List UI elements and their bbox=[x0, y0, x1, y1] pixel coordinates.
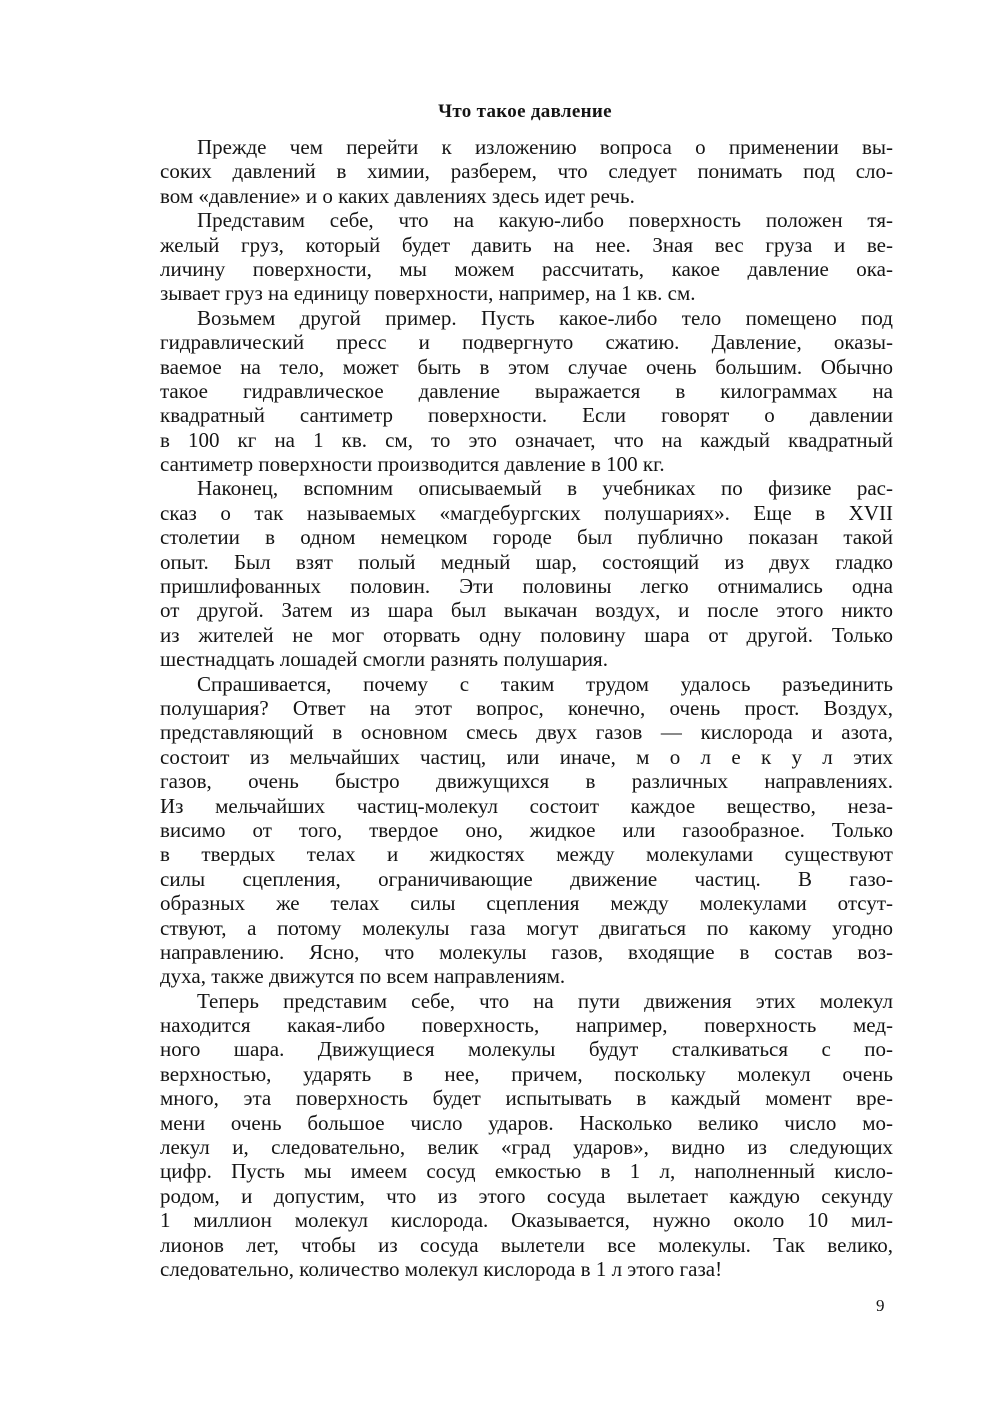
text-line: из жителей не мог оторвать одну половину шара от другой. Только bbox=[160, 622, 893, 647]
text-line: 1 миллион молекул кислорода. Оказывается, нужно около 10 мил- bbox=[160, 1208, 893, 1233]
text-line: квадратный сантиметр поверхности. Если говорят о давлении bbox=[160, 403, 893, 428]
text-line: полушария? Ответ на этот вопрос, конечно, очень прост. Воздух, bbox=[160, 695, 893, 720]
text-line: Наконец, вспомним описываемый в учебниках по физике рас- bbox=[197, 476, 893, 501]
text-line: ного шара. Движущиеся молекулы будут сталкиваться с по- bbox=[160, 1037, 893, 1062]
text-line: сантиметр поверхности производится давление в 100 кг. bbox=[160, 452, 665, 477]
text-line: Возьмем другой пример. Пусть какое-либо тело помещено под bbox=[197, 305, 893, 330]
text-line: Прежде чем перейти к изложению вопроса о применении вы- bbox=[197, 135, 893, 159]
text-line: Представим себе, что на какую-либо поверхность положен тя- bbox=[197, 208, 893, 233]
text-line: представляющий в основном смесь двух газов — кислорода и азота, bbox=[160, 720, 893, 745]
text-line: вом «давление» и о каких давлениях здесь идет речь. bbox=[160, 183, 635, 208]
text-line: ствуют, а потому молекулы газа могут двигаться по какому угодно bbox=[160, 915, 893, 940]
paragraph bbox=[160, 135, 893, 208]
text-line: столетии в одном немецком городе был публично показан такой bbox=[160, 525, 893, 550]
text-line: образных же телах силы сцепления между молекулами отсут- bbox=[160, 891, 893, 916]
text-line: направлению. Ясно, что молекулы газов, входящие в состав воз- bbox=[160, 939, 893, 964]
text-line: мени очень большое число ударов. Насколько велико число мо- bbox=[160, 1110, 893, 1135]
text-line: Из мельчайших частиц-молекул состоит каждое вещество, неза- bbox=[160, 793, 893, 818]
text-line: пришлифованных половин. Эти половины легко отнимались одна bbox=[160, 574, 893, 599]
text-line: лионов лет, чтобы из сосуда вылетели все молекулы. Так велико, bbox=[160, 1232, 893, 1257]
text-line: верхностью, ударять в нее, причем, поскольку молекул очень bbox=[160, 1061, 893, 1086]
text-line: желый груз, который будет давить на нее. Зная вес груза и ве- bbox=[160, 232, 893, 257]
text-line: родом, и допустим, что из этого сосуда вылетает каждую секунду bbox=[160, 1183, 893, 1208]
text-line: находится какая-либо поверхность, например, поверхность мед- bbox=[160, 1013, 893, 1038]
text-line: Спрашивается, почему с таким трудом удалось разъединить bbox=[197, 671, 893, 696]
text-line: ваемое на тело, может быть в этом случае очень большим. Обычно bbox=[160, 354, 893, 379]
text-line: гидравлический пресс и подвергнуто сжатию. Давление, оказы- bbox=[160, 330, 893, 355]
text-line: цифр. Пусть мы имеем сосуд емкостью в 1 л, наполненный кисло- bbox=[160, 1159, 893, 1184]
text-line: такое гидравлическое давление выражается в килограммах на bbox=[160, 378, 893, 403]
text-line: в твердых телах и жидкостях между молекулами существуют bbox=[160, 842, 893, 867]
text-line: состоит из мельчайших частиц, или иначе, м о л е к у л этих bbox=[160, 744, 893, 769]
paragraph bbox=[160, 306, 893, 477]
paragraph bbox=[160, 208, 893, 306]
paragraph bbox=[160, 989, 893, 1282]
page-number: 9 bbox=[876, 1296, 885, 1315]
text-line: газов, очень быстро движущихся в различных направлениях. bbox=[160, 769, 893, 794]
text-line: опыт. Был взят полый медный шар, состоящий из двух гладко bbox=[160, 549, 893, 574]
text-line: много, эта поверхность будет испытывать в каждый момент вре- bbox=[160, 1086, 893, 1111]
text-line: Теперь представим себе, что на пути движения этих молекул bbox=[197, 988, 893, 1013]
paragraph bbox=[160, 672, 893, 989]
text-line: силы сцепления, ограничивающие движение частиц. В газо- bbox=[160, 866, 893, 891]
body-text bbox=[160, 135, 893, 1281]
text-line: соких давлений в химии, разберем, что следует понимать под сло- bbox=[160, 159, 893, 184]
text-line: лекул и, следовательно, велик «град ударов», видно из следующих bbox=[160, 1135, 893, 1160]
paragraph bbox=[160, 476, 893, 671]
text-line: зывает груз на единицу поверхности, например, на 1 кв. см. bbox=[160, 281, 696, 306]
text-line: личину поверхности, мы можем рассчитать, какое давление ока- bbox=[160, 256, 893, 281]
text-line: духа, также движутся по всем направлениям. bbox=[160, 964, 566, 989]
text-line: висимо от того, твердое оно, жидкое или газообразное. Только bbox=[160, 817, 893, 842]
text-line: сказ о так называемых «магдебургских полушариях». Еще в XVII bbox=[160, 500, 893, 525]
text-line: следовательно, количество молекул кислорода в 1 л этого газа! bbox=[160, 1256, 723, 1281]
text-line: от другой. Затем из шара был выкачан воздух, и после этого никто bbox=[160, 598, 893, 623]
text-line: в 100 кг на 1 кв. см, то это означает, что на каждый квадратный bbox=[160, 427, 893, 452]
section-title: Что такое давление bbox=[438, 101, 612, 122]
text-line: шестнадцать лошадей смогли разнять полушария. bbox=[160, 647, 608, 672]
